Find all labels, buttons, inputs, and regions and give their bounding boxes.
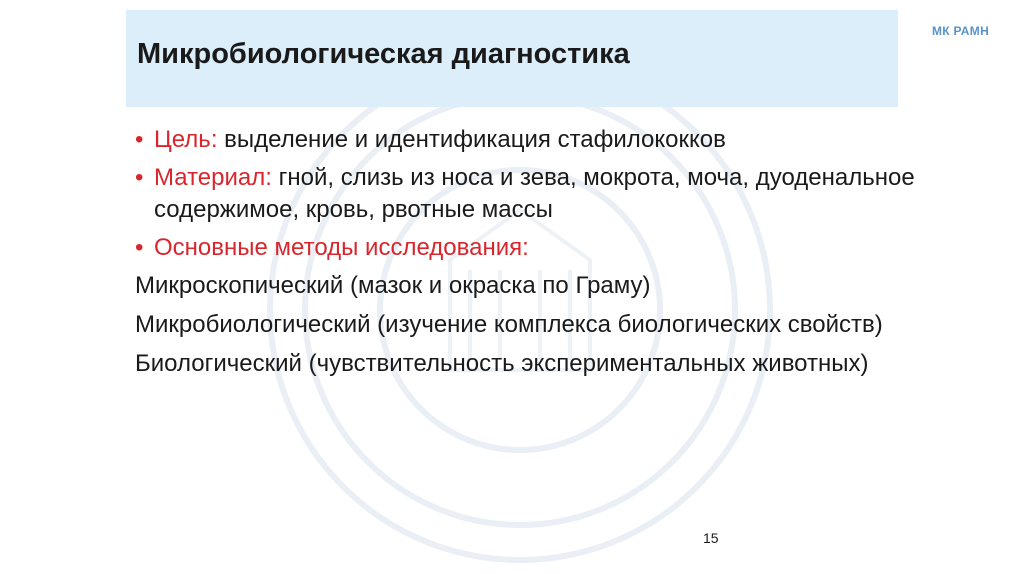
bullet-goal xyxy=(135,124,915,156)
method-item: Микробиологический (изучение комплекса биологических свойств) xyxy=(135,311,883,338)
methods-label: Основные методы исследования: xyxy=(154,234,529,261)
material-label: Материал: xyxy=(154,164,272,191)
slide-title: Микробиологическая диагностика xyxy=(137,38,630,70)
bullet-methods xyxy=(135,232,915,264)
page-number: 15 xyxy=(703,530,719,546)
goal-label: Цель: xyxy=(154,126,218,153)
org-label: МК РАМН xyxy=(932,24,990,38)
bullet-icon: • xyxy=(135,164,144,191)
method-item: Микроскопический (мазок и окраска по Граму) xyxy=(135,272,651,299)
slide-content xyxy=(135,124,915,387)
method-item: Биологический (чувствительность экспериментальных животных) xyxy=(135,350,869,377)
bullet-icon: • xyxy=(135,126,144,153)
material-text: гной, слизь из носа и зева, мокрота, моча, дуоденальное содержимое, кровь, рвотные массы xyxy=(154,164,915,223)
bullet-icon: • xyxy=(135,234,144,261)
bullet-material xyxy=(135,162,915,226)
goal-text: выделение и идентификация стафилококков xyxy=(217,126,726,153)
